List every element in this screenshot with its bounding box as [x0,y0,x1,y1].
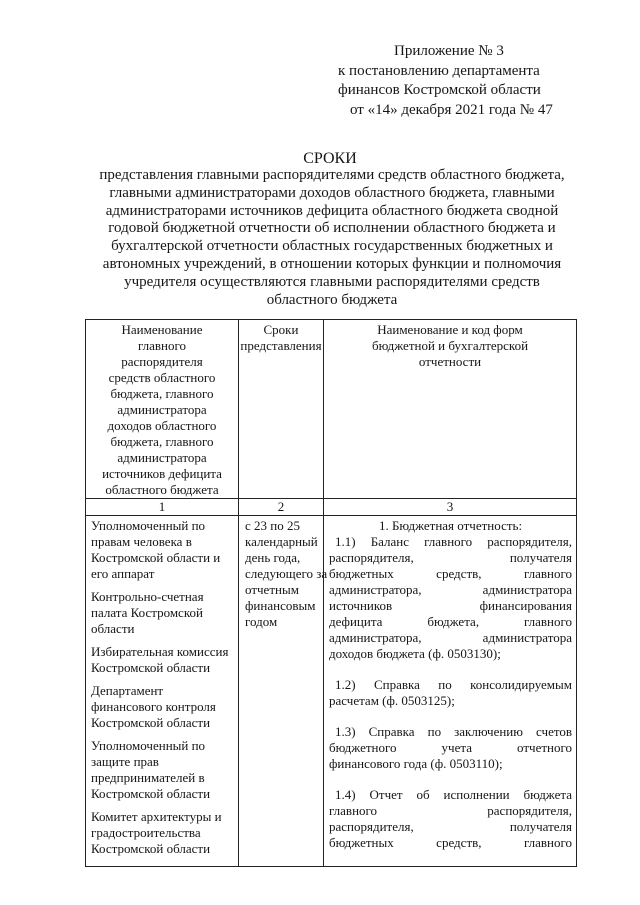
appendix-number: Приложение № 3 [394,43,504,59]
form-line: распорядителя, получателя [329,819,572,834]
header-line: средств областного [108,370,216,385]
org-line: Комитет архитектуры и [91,809,222,824]
organization-ombudsman [91,518,235,582]
organization-audit-chamber [91,589,235,637]
header-line: Наименование и код форм [377,322,523,337]
form-item-0503110 [329,724,572,772]
org-line: Избирательная комиссия [91,644,229,659]
column-number: 3 [324,499,577,516]
form-line: администратора, администратора [329,630,572,645]
form-line: расчетам (ф. 0503125); [329,693,455,708]
header-line: бюджета, главного [110,434,214,449]
org-line: Костромской области [91,786,211,801]
column-number: 2 [239,499,324,516]
org-line: Уполномоченный по [91,738,206,753]
form-item-budget-execution [329,787,572,851]
organization-financial-control [91,683,235,731]
org-line: Костромской области и [91,550,221,565]
header-line: распорядителя [121,354,203,369]
organizations-cell [86,516,239,867]
document-title: СРОКИ [303,150,357,167]
subtitle-line: представления главными распорядителями средств областного бюджета, [99,167,565,183]
header-cell-deadlines [239,320,324,499]
header-line: доходов областного [107,418,217,433]
appendix-resolution: к постановлению департамента [338,62,540,79]
column-number: 1 [86,499,239,516]
org-line: градостроительства [91,825,201,840]
org-line: Костромской области [91,660,211,675]
org-line: Костромской области [91,841,211,856]
header-cell-forms [324,320,577,499]
appendix-date: от «14» декабря 2021 года № 47 [350,101,553,118]
deadline-line: следующего за [245,566,328,581]
org-line: Уполномоченный по [91,518,206,533]
subtitle-line: областного бюджета [266,291,398,308]
form-line: дефицита бюджета, главного [329,614,572,629]
form-line: главного распорядителя, [329,803,572,818]
forms-cell [324,516,577,867]
deadline-line: финансовым [245,598,316,613]
org-line: его аппарат [91,566,155,581]
org-line: предпринимателей в [91,770,205,785]
header-line: бюджета, главного [110,386,214,401]
subtitle-line: годовой бюджетной отчетности об исполнении областного бюджета и [108,220,556,237]
deadline-line: отчетным [245,582,299,597]
subtitle-line: учредителя осуществляются главными распорядителями средств [124,273,540,290]
org-line: правам человека в [91,534,192,549]
document-subtitle [76,167,588,309]
deadline-line: с 23 по 25 [245,518,300,533]
deadline-cell [239,516,328,867]
header-line: областного бюджета [105,482,219,497]
subtitle-line: главными администраторами доходов областного бюджета, главными [109,184,555,201]
subtitle-line: администраторами источников дефицита областного бюджета сводной [105,202,559,219]
deadline-line: день года, [245,550,301,565]
form-line: финансового года (ф. 0503110); [329,756,503,771]
header-line: бюджетной и бухгалтерской [371,338,529,353]
form-item-0503125 [329,677,572,709]
org-line: защите прав [91,754,159,769]
form-line: бюджетных средств, главного [329,566,572,581]
header-line: представления [240,338,322,353]
table-row [86,516,577,867]
header-line: администратора [117,450,207,465]
form-line: 1.2) Справка по консолидируемым [335,677,572,692]
column-number-row [86,499,577,516]
subtitle-line: автономных учреждений, в отношении которых функции и полномочия [102,255,562,272]
section-title: 1. Бюджетная отчетность: [378,518,523,533]
form-line: источников финансирования [329,598,572,613]
header-line: Сроки [263,322,299,337]
form-line: администратора, администратора [329,582,572,597]
org-line: Департамент [91,683,164,698]
organization-election-commission [91,644,235,676]
header-line: источников дефицита [102,466,222,481]
org-line: Костромской области [91,715,211,730]
org-line: финансового контроля [91,699,216,714]
form-line: 1.1) Баланс главного распорядителя, [335,534,572,549]
form-line: 1.3) Справка по заключению счетов [335,724,572,739]
form-line: распорядителя, получателя [329,550,572,565]
subtitle-line: бухгалтерской отчетности областных государственных бюджетных и [111,238,553,255]
form-line: 1.4) Отчет об исполнении бюджета [335,787,572,802]
org-line: области [91,621,135,636]
form-line: бюджетных средств, главного [329,835,572,850]
appendix-department: финансов Костромской области [338,82,541,98]
table-header-row [86,320,577,499]
header-line: Наименование [121,322,203,337]
header-line: главного [137,338,187,353]
org-line: Контрольно-счетная [91,589,204,604]
form-line: бюджетного учета отчетного [329,740,572,755]
header-cell-administrator [86,320,239,499]
appendix-header [330,42,570,120]
organization-architecture-committee [91,809,235,857]
header-line: администратора [117,402,207,417]
deadline-line: годом [245,614,278,629]
deadlines-table [85,319,577,867]
organization-business-ombudsman [91,738,235,802]
header-line: отчетности [418,354,482,369]
org-line: палата Костромской [91,605,203,620]
deadline-line: календарный [245,534,318,549]
form-line: доходов бюджета (ф. 0503130); [329,646,501,661]
form-item-0503130 [329,534,572,662]
